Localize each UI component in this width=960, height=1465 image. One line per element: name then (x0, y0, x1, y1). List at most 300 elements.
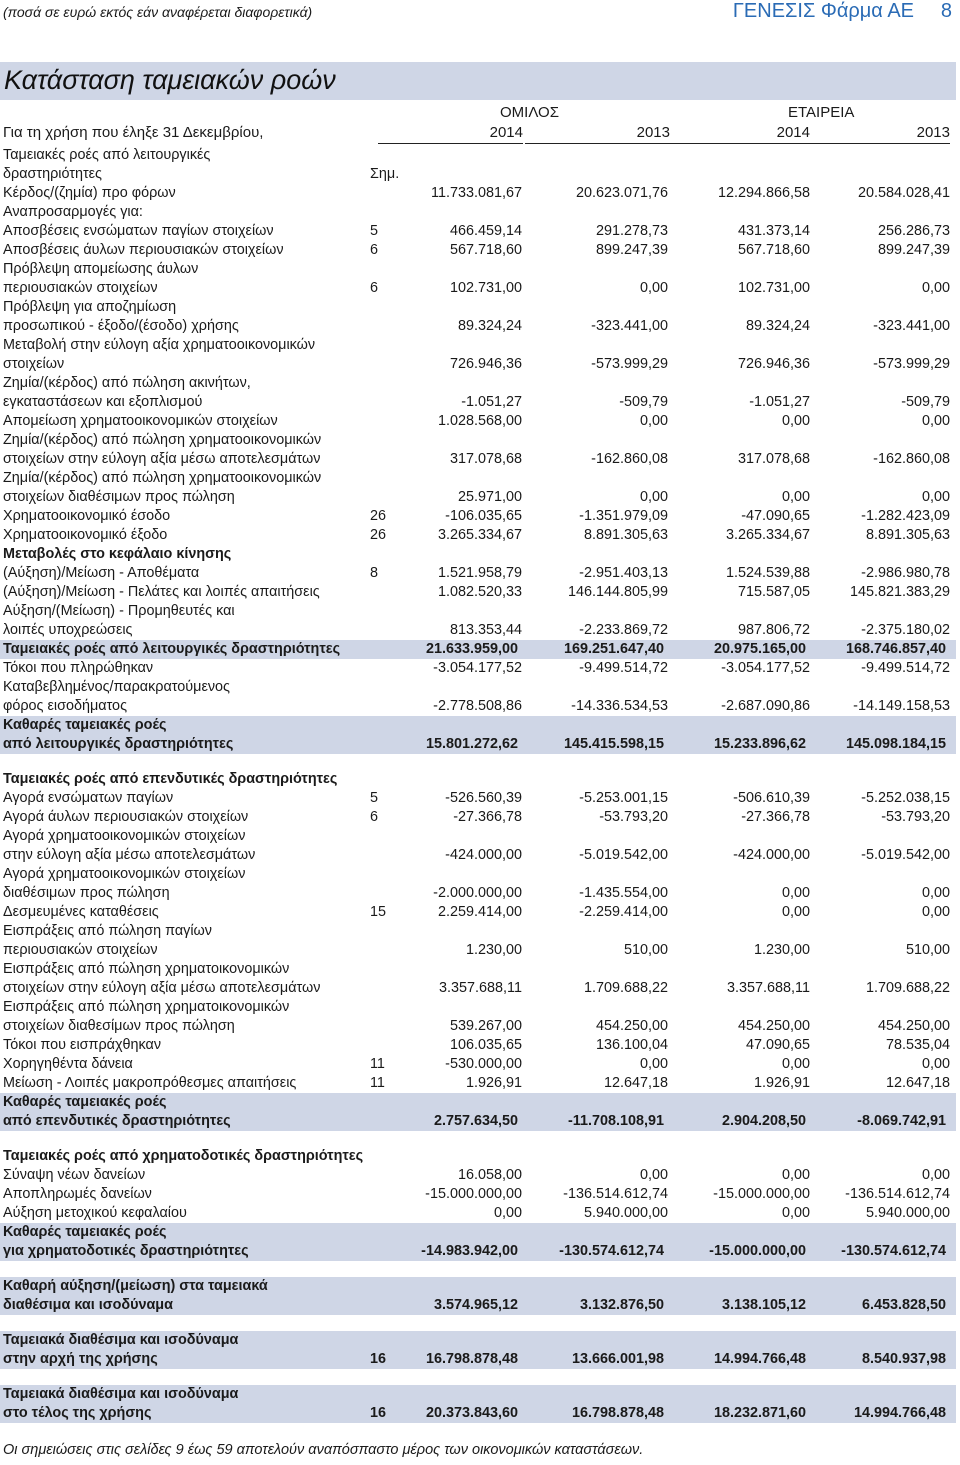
table-row (0, 336, 960, 355)
row-label: Ταμειακές ροές από χρηματοδοτικές δραστηριότητες (3, 1148, 364, 1164)
row-label: στην αρχή της χρήσης (3, 1351, 158, 1367)
table-row (0, 846, 960, 865)
row-label: Ταμειακά διαθέσιμα και ισοδύναμα (3, 1386, 239, 1402)
table-row (0, 355, 960, 374)
year-header-row (0, 122, 960, 146)
footer-note: Οι σημειώσεις στις σελίδες 9 έως 59 αποτελούν αναπόσπαστο μέρος των οικονομικών καταστάσεων. (3, 1442, 644, 1458)
value-company-2013: 454.250,00 (877, 1018, 950, 1034)
year-header-group-2014: 2014 (378, 124, 523, 144)
table-row (0, 697, 960, 716)
value-group-2013: -5.019.542,00 (579, 847, 668, 863)
table-row (0, 507, 960, 526)
table-row (0, 469, 960, 488)
row-label: Χρηματοοικονομικό έξοδο (3, 527, 168, 543)
row-label: Καθαρές ταμειακές ροές (3, 1094, 167, 1110)
cash-flow-table (0, 146, 960, 1423)
group-header-company: ΕΤΑΙΡΕΙΑ (788, 104, 855, 121)
value-company-2014: 987.806,72 (737, 622, 810, 638)
value-company-2013: -2.986.980,78 (861, 565, 950, 581)
value-company-2014: 726.946,36 (737, 356, 810, 372)
value-group-2014: 1.230,00 (465, 942, 522, 958)
value-group-2013: 146.144.805,99 (567, 584, 668, 600)
row-label: Εισπράξεις από πώληση χρηματοικονομικών (3, 961, 290, 977)
value-company-2014: -27.366,78 (741, 809, 810, 825)
value-group-2013: -53.793,20 (599, 809, 668, 825)
row-label: Αγορά άυλων περιουσιακών στοιχείων (3, 809, 249, 825)
table-row (0, 903, 960, 922)
table-row (0, 808, 960, 827)
table-row (0, 165, 960, 184)
value-group-2013: -1.351.979,09 (579, 508, 668, 524)
value-group-2014: 2.259.414,00 (437, 904, 522, 920)
table-row (0, 1112, 956, 1131)
value-company-2014: 3.265.334,67 (725, 527, 810, 543)
row-label: Αγορά ενσώματων παγίων (3, 790, 174, 806)
value-company-2014: -3.054.177,52 (721, 660, 810, 676)
value-group-2014: 106.035,65 (449, 1037, 522, 1053)
value-group-2014: 813.353,44 (449, 622, 522, 638)
note-ref: 26 (370, 508, 387, 524)
row-label: Απομείωση χρηματοοικονομικών στοιχείων (3, 413, 278, 429)
row-label: περιουσιακών στοιχείων (3, 942, 158, 958)
table-row (0, 526, 960, 545)
value-group-2013: 3.132.876,50 (579, 1297, 664, 1313)
table-row (0, 260, 960, 279)
row-label: Αύξηση/(Μείωση) - Προμηθευτές και (3, 603, 235, 619)
row-label: Εισπράξεις από πώληση παγίων (3, 923, 212, 939)
value-company-2014: 1.230,00 (753, 942, 810, 958)
value-company-2014: 0,00 (781, 885, 810, 901)
value-group-2014: 1.028.568,00 (437, 413, 522, 429)
group-header-group: ΟΜΙΛΟΣ (500, 104, 559, 121)
year-header-group-2013: 2013 (525, 124, 670, 144)
row-label: στοιχείων διαθεσίμων προς πώληση (3, 1018, 235, 1034)
value-company-2013: 78.535,04 (885, 1037, 950, 1053)
value-group-2014: -2.000.000,00 (433, 885, 522, 901)
value-group-2013: 8.891.305,63 (583, 527, 668, 543)
value-company-2013: 145.098.184,15 (845, 736, 946, 752)
value-group-2013: 0,00 (639, 413, 668, 429)
value-group-2014: -15.000.000,00 (425, 1186, 522, 1202)
table-row (0, 754, 960, 770)
table-row (0, 545, 960, 564)
table-row (0, 583, 960, 602)
row-label: Μείωση - Λοιπές μακροπρόθεσμες απαιτήσεις (3, 1075, 297, 1091)
value-company-2014: 14.994.766,48 (713, 1351, 806, 1367)
note-ref: 16 (370, 1351, 387, 1367)
value-company-2013: -130.574.612,74 (841, 1243, 946, 1259)
value-group-2013: 16.798.878,48 (571, 1405, 664, 1421)
year-header-company-2014: 2014 (665, 124, 810, 144)
value-company-2014: -47.090,65 (741, 508, 810, 524)
value-company-2014: -15.000.000,00 (713, 1186, 810, 1202)
value-company-2014: 15.233.896,62 (713, 736, 806, 752)
table-row (0, 922, 960, 941)
value-company-2013: -1.282.423,09 (861, 508, 950, 524)
value-group-2014: 102.731,00 (449, 280, 522, 296)
value-group-2014: 16.798.878,48 (425, 1351, 518, 1367)
row-label: Χρηματοοικονομικό έσοδο (3, 508, 171, 524)
period-label: Για τη χρήση που έληξε 31 Δεκεμβρίου, (3, 124, 264, 141)
value-group-2013: 12.647,18 (603, 1075, 668, 1091)
value-group-2013: 145.415.598,15 (563, 736, 664, 752)
table-row (0, 941, 960, 960)
value-group-2013: 0,00 (639, 1167, 668, 1183)
value-group-2013: 0,00 (639, 1056, 668, 1072)
value-company-2014: 89.324,24 (745, 318, 810, 334)
table-row (0, 1331, 956, 1350)
row-label: για χρηματοδοτικές δραστηριότητες (3, 1243, 249, 1259)
table-row (0, 1296, 956, 1315)
value-company-2013: 0,00 (921, 885, 950, 901)
value-company-2014: 0,00 (781, 1167, 810, 1183)
value-group-2013: -9.499.514,72 (579, 660, 668, 676)
row-label: Αποπληρωμές δανείων (3, 1186, 152, 1202)
value-company-2014: 715.587,05 (737, 584, 810, 600)
row-label: Μεταβολή στην εύλογη αξία χρηματοοικονομικών (3, 337, 316, 353)
value-company-2013: 8.891.305,63 (865, 527, 950, 543)
row-label: Σύναψη νέων δανείων (3, 1167, 146, 1183)
value-company-2013: 0,00 (921, 1056, 950, 1072)
row-label: φόρος εισοδήματος (3, 698, 127, 714)
value-group-2013: 169.251.647,40 (563, 641, 664, 657)
value-company-2014: 317.078,68 (737, 451, 810, 467)
value-company-2014: 102.731,00 (737, 280, 810, 296)
value-company-2013: -323.441,00 (873, 318, 950, 334)
value-group-2014: 1.082.520,33 (437, 584, 522, 600)
value-group-2013: -2.259.414,00 (579, 904, 668, 920)
value-group-2013: 291.278,73 (595, 223, 668, 239)
table-row (0, 1223, 956, 1242)
value-company-2013: 20.584.028,41 (857, 185, 950, 201)
value-company-2013: -5.019.542,00 (861, 847, 950, 863)
table-row (0, 789, 960, 808)
value-company-2013: 510,00 (905, 942, 950, 958)
value-company-2013: 14.994.766,48 (853, 1405, 946, 1421)
table-row (0, 770, 960, 789)
value-group-2014: 0,00 (493, 1205, 522, 1221)
value-group-2014: 567.718,60 (449, 242, 522, 258)
row-label: Ταμειακές ροές από λειτουργικές (3, 147, 211, 163)
value-company-2013: -573.999,29 (873, 356, 950, 372)
table-row (0, 979, 960, 998)
value-company-2013: 0,00 (921, 413, 950, 429)
value-group-2014: -526.560,39 (445, 790, 522, 806)
value-group-2013: 510,00 (623, 942, 668, 958)
value-group-2013: 1.709.688,22 (583, 980, 668, 996)
table-row (0, 602, 960, 621)
note-ref: 6 (370, 242, 379, 258)
row-label: (Αύξηση)/Μείωση - Πελάτες και λοιπές απαιτήσεις (3, 584, 320, 600)
table-row (0, 1017, 960, 1036)
value-company-2014: 454.250,00 (737, 1018, 810, 1034)
value-group-2014: 3.574.965,12 (433, 1297, 518, 1313)
row-label: Καθαρές ταμειακές ροές (3, 717, 167, 733)
value-group-2014: 1.926,91 (465, 1075, 522, 1091)
value-company-2013: 145.821.383,29 (849, 584, 950, 600)
table-row (0, 317, 960, 336)
row-label: περιουσιακών στοιχείων (3, 280, 158, 296)
page-title: Κατάσταση ταμειακών ροών (4, 65, 336, 95)
value-group-2013: 0,00 (639, 489, 668, 505)
value-group-2014: 25.971,00 (457, 489, 522, 505)
table-row (0, 1315, 960, 1331)
value-group-2014: 1.521.958,79 (437, 565, 522, 581)
table-row (0, 960, 960, 979)
note-ref: 6 (370, 280, 379, 296)
value-company-2014: 0,00 (781, 1056, 810, 1072)
table-row (0, 1093, 956, 1112)
table-row (0, 146, 960, 165)
note-ref: 16 (370, 1405, 387, 1421)
row-label: εγκαταστάσεων και εξοπλισμού (3, 394, 203, 410)
value-company-2013: 6.453.828,50 (861, 1297, 946, 1313)
table-row (0, 298, 960, 317)
note-ref: 11 (370, 1075, 385, 1091)
row-label: Ταμειακές ροές από λειτουργικές δραστηριότητες (3, 641, 341, 657)
row-label: διαθέσιμα και ισοδύναμα (3, 1297, 173, 1313)
value-group-2013: -136.514.612,74 (563, 1186, 668, 1202)
value-group-2014: 466.459,14 (449, 223, 522, 239)
value-company-2013: 0,00 (921, 489, 950, 505)
table-row (0, 865, 960, 884)
column-group-headers (0, 102, 960, 122)
value-group-2013: -14.336.534,53 (571, 698, 668, 714)
value-group-2014: -14.983.942,00 (421, 1243, 518, 1259)
note-ref: Σημ. (370, 166, 400, 182)
value-company-2014: -424.000,00 (733, 847, 810, 863)
value-company-2014: -506.610,39 (733, 790, 810, 806)
value-company-2013: -509,79 (901, 394, 950, 410)
value-group-2014: 21.633.959,00 (425, 641, 518, 657)
table-row (0, 1166, 960, 1185)
table-row (0, 1261, 960, 1277)
table-row (0, 1369, 960, 1385)
table-row (0, 1350, 956, 1369)
note-ref: 26 (370, 527, 387, 543)
value-group-2014: 16.058,00 (457, 1167, 522, 1183)
row-label: στοιχείων (3, 356, 65, 372)
note-ref: 15 (370, 904, 387, 920)
row-label: στοιχείων στην εύλογη αξία μέσω αποτελεσμάτων (3, 980, 321, 996)
table-row (0, 884, 960, 903)
row-label: (Αύξηση)/Μείωση - Αποθέματα (3, 565, 200, 581)
value-company-2014: 12.294.866,58 (717, 185, 810, 201)
value-company-2014: 20.975.165,00 (713, 641, 806, 657)
row-label: Αναπροσαρμογές για: (3, 204, 143, 220)
row-label: Ζημία/(κέρδος) από πώληση χρηματοοικονομικών (3, 470, 322, 486)
year-header-company-2013: 2013 (805, 124, 950, 144)
row-label: λοιπές υποχρεώσεις (3, 622, 133, 638)
value-company-2013: -5.252.038,15 (861, 790, 950, 806)
value-group-2014: -2.778.508,86 (433, 698, 522, 714)
note-ref: 8 (370, 565, 379, 581)
company-name: ΓΕΝΕΣΙΣ Φάρμα ΑΕ (732, 0, 914, 22)
value-company-2014: -1.051,27 (749, 394, 810, 410)
value-company-2013: 899.247,39 (877, 242, 950, 258)
row-label: Ταμειακά διαθέσιμα και ισοδύναμα (3, 1332, 239, 1348)
value-company-2013: 5.940.000,00 (865, 1205, 950, 1221)
row-label: από λειτουργικές δραστηριότητες (3, 736, 234, 752)
row-label: Αποσβέσεις ενσώματων παγίων στοιχείων (3, 223, 274, 239)
value-company-2014: 18.232.871,60 (713, 1405, 806, 1421)
row-label: δραστηριότητες (3, 166, 102, 182)
value-company-2014: 0,00 (781, 904, 810, 920)
row-label: Κέρδος/(ζημία) προ φόρων (3, 185, 176, 201)
row-label: στοιχείων διαθέσιμων προς πώληση (3, 489, 235, 505)
row-label: Εισπράξεις από πώληση χρηματοικονομικών (3, 999, 290, 1015)
row-label: Δεσμευμένες καταθέσεις (3, 904, 159, 920)
value-company-2013: -162.860,08 (873, 451, 950, 467)
row-label: Καταβεβλημένος/παρακρατούμενος (3, 679, 230, 695)
row-label: από επενδυτικές δραστηριότητες (3, 1113, 231, 1129)
row-label: Ζημία/(κέρδος) από πώληση ακινήτων, (3, 375, 251, 391)
value-group-2013: 899.247,39 (595, 242, 668, 258)
table-row (0, 374, 960, 393)
row-label: Μεταβολές στο κεφάλαιο κίνησης (3, 546, 232, 562)
value-group-2013: 136.100,04 (595, 1037, 668, 1053)
value-company-2014: 2.904.208,50 (721, 1113, 806, 1129)
value-group-2013: -509,79 (619, 394, 668, 410)
value-group-2014: -530.000,00 (445, 1056, 522, 1072)
title-bar (0, 62, 956, 100)
table-row (0, 241, 960, 260)
table-row (0, 450, 960, 469)
value-company-2014: 1.524.539,88 (725, 565, 810, 581)
value-company-2013: 0,00 (921, 280, 950, 296)
table-row (0, 412, 960, 431)
table-row (0, 735, 956, 754)
value-group-2013: -2.951.403,13 (579, 565, 668, 581)
note-ref: 5 (370, 790, 379, 806)
table-row (0, 1147, 960, 1166)
table-row (0, 1385, 956, 1404)
table-row (0, 564, 960, 583)
table-row (0, 678, 960, 697)
value-company-2013: 1.709.688,22 (865, 980, 950, 996)
table-row (0, 1242, 956, 1261)
value-group-2013: -130.574.612,74 (559, 1243, 664, 1259)
value-group-2014: -1.051,27 (461, 394, 522, 410)
value-group-2013: -162.860,08 (591, 451, 668, 467)
note-ref: 11 (370, 1056, 385, 1072)
table-row (0, 1185, 960, 1204)
table-row (0, 184, 960, 203)
value-group-2014: -3.054.177,52 (433, 660, 522, 676)
table-row (0, 488, 960, 507)
table-row (0, 1055, 960, 1074)
value-company-2013: -9.499.514,72 (861, 660, 950, 676)
row-label: Αποσβέσεις άυλων περιουσιακών στοιχείων (3, 242, 284, 258)
table-row (0, 222, 960, 241)
row-label: Καθαρή αύξηση/(μείωση) στα ταμειακά (3, 1278, 268, 1294)
note-ref: 5 (370, 223, 379, 239)
value-group-2014: 89.324,24 (457, 318, 522, 334)
value-company-2014: 431.373,14 (737, 223, 810, 239)
value-company-2014: 0,00 (781, 1205, 810, 1221)
value-group-2013: 0,00 (639, 280, 668, 296)
row-label: Τόκοι που εισπράχθηκαν (3, 1037, 162, 1053)
value-group-2013: -2.233.869,72 (579, 622, 668, 638)
value-group-2013: -323.441,00 (591, 318, 668, 334)
currency-note: (ποσά σε ευρώ εκτός εάν αναφέρεται διαφορετικά) (3, 4, 313, 20)
value-company-2013: 0,00 (921, 904, 950, 920)
value-group-2013: -573.999,29 (591, 356, 668, 372)
value-company-2013: -14.149.158,53 (853, 698, 950, 714)
value-company-2014: 567.718,60 (737, 242, 810, 258)
value-company-2013: 256.286,73 (877, 223, 950, 239)
page-number: 8 (940, 0, 952, 22)
value-company-2014: 3.138.105,12 (721, 1297, 806, 1313)
table-row (0, 1036, 960, 1055)
value-group-2014: 317.078,68 (449, 451, 522, 467)
value-group-2013: 20.623.071,76 (575, 185, 668, 201)
value-group-2014: -106.035,65 (445, 508, 522, 524)
table-row (0, 1074, 960, 1093)
row-label: Αύξηση μετοχικού κεφαλαίου (3, 1205, 187, 1221)
table-row (0, 998, 960, 1017)
row-label: στοιχείων στην εύλογη αξία μέσω αποτελεσμάτων (3, 451, 321, 467)
row-label: προσωπικού - έξοδο/(έσοδο) χρήσης (3, 318, 239, 334)
value-group-2014: 539.267,00 (449, 1018, 522, 1034)
value-group-2013: 454.250,00 (595, 1018, 668, 1034)
row-label: Πρόβλεψη απομείωσης άυλων (3, 261, 199, 277)
table-row (0, 1404, 956, 1423)
value-group-2014: -424.000,00 (445, 847, 522, 863)
row-label: Χορηγηθέντα δάνεια (3, 1056, 133, 1072)
value-company-2014: -15.000.000,00 (709, 1243, 806, 1259)
table-row (0, 621, 960, 640)
value-group-2014: 3.265.334,67 (437, 527, 522, 543)
note-ref: 6 (370, 809, 379, 825)
row-label: Αγορά χρηματοοικονομικών στοιχείων (3, 866, 246, 882)
value-group-2014: 20.373.843,60 (425, 1405, 518, 1421)
table-row (0, 1131, 960, 1147)
value-company-2013: -136.514.612,74 (845, 1186, 950, 1202)
row-label: Αγορά χρηματοοικονομικών στοιχείων (3, 828, 246, 844)
value-group-2014: 11.733.081,67 (431, 185, 522, 201)
row-label: Τόκοι που πληρώθηκαν (3, 660, 154, 676)
value-company-2013: 8.540.937,98 (861, 1351, 946, 1367)
table-row (0, 203, 960, 222)
table-row (0, 1277, 956, 1296)
value-company-2013: 12.647,18 (885, 1075, 950, 1091)
value-company-2013: 0,00 (921, 1167, 950, 1183)
table-row (0, 716, 956, 735)
value-group-2013: 13.666.001,98 (571, 1351, 664, 1367)
value-company-2014: 1.926,91 (753, 1075, 810, 1091)
table-row (0, 640, 956, 659)
table-row (0, 659, 960, 678)
value-group-2014: 3.357.688,11 (439, 980, 522, 996)
value-group-2014: 726.946,36 (449, 356, 522, 372)
value-group-2013: 5.940.000,00 (583, 1205, 668, 1221)
value-group-2014: 2.757.634,50 (433, 1113, 518, 1129)
value-company-2013: -8.069.742,91 (857, 1113, 946, 1129)
row-label: Καθαρές ταμειακές ροές (3, 1224, 167, 1240)
row-label: Ταμειακές ροές από επενδυτικές δραστηριότητες (3, 771, 338, 787)
value-company-2013: 168.746.857,40 (845, 641, 946, 657)
table-row (0, 1204, 960, 1223)
value-company-2013: -53.793,20 (881, 809, 950, 825)
row-label: στο τέλος της χρήσης (3, 1405, 152, 1421)
value-company-2014: 0,00 (781, 413, 810, 429)
value-group-2013: -5.253.001,15 (579, 790, 668, 806)
row-label: Ζημία/(κέρδος) από πώληση χρηματοοικονομικών (3, 432, 322, 448)
value-company-2013: -2.375.180,02 (861, 622, 950, 638)
table-row (0, 393, 960, 412)
value-company-2014: -2.687.090,86 (721, 698, 810, 714)
